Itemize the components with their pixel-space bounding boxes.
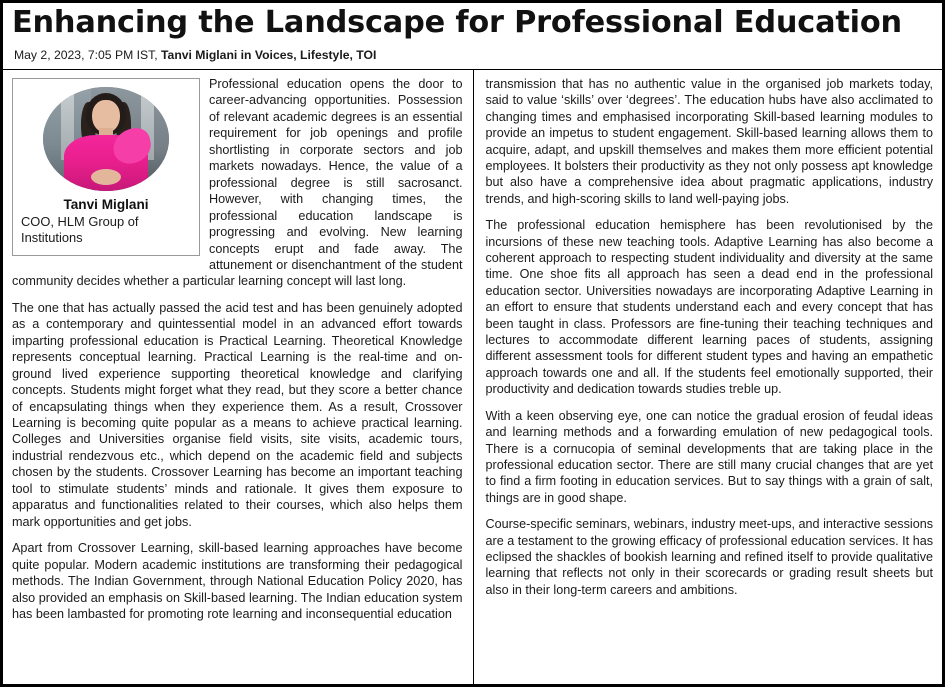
article-body [3, 70, 942, 685]
paragraph: transmission that has no authentic value in the organised job markets today, said to value ‘skills’ over ‘degrees’. The education hubs have also acclimated to changing times and emphasised incorporating Skill-based learning modules to provide an impetus to student engagement. Skill-based learning allows them to acquire, adapt, and upskill themselves and makes them more efficient potential employees. It bolsters their productivity as they not only possess apt knowledge but also have a comprehensive idea about pragmatic applications, industry trends, and high-scoring skills to land well-paying jobs. [485, 76, 933, 206]
byline-datetime: May 2, 2023, 7:05 PM IST, [14, 47, 161, 62]
paragraph: The one that has actually passed the acid test and has been genuinely adopted as a contemporary and quintessential model in an advanced effort towards imparting professional education is Practical Learning. Theoretical Knowledge represents conceptual learning. Practical Learning is the real-time and on-ground lived experience supporting theoretical knowledge and clarifying concepts. Students might forget what they read, but they score a better chance of encapsulating things when they experience them. As a result, Crossover Learning is becoming quite popular as a means to achieve practical learning. Colleges and Universities organise field visits, site visits, academic tours, industrial rendezvous etc., which depend on the academic field and subjects chosen by the students. Crossover Learning has become an important teaching tool to stimulate students’ minds and rationale. It gives them exposure to apparatus and functionalities related to their courses, which also helps them mark opportunities and get jobs. [12, 300, 463, 529]
paragraph: Apart from Crossover Learning, skill-based learning approaches have become quite popular. Modern academic institutions are transforming their pedagogical methods. The Indian Government, through National Education Policy 2020, has also provided an emphasis on Skill-based learning. The Indian education system has been lambasted for promoting rote learning and inconsequential education [12, 541, 463, 622]
page-title: Enhancing the Landscape for Professional Education [12, 5, 902, 40]
paragraph: The professional education hemisphere has been revolutionised by the incursions of these new teaching tools. Adaptive Learning has also become a coherent approach to respecting student individuality and diversity at the same time. One shoe fits all approach has seen a dead end in the professional education sector. Universities nowadays are incorporating Adaptive Learning in an effort to ensure that students understand each and every concept that has been taught in class. Professors are fine-tuning their teaching techniques and lectures to accommodate different learning paces of students, assigning different assessment tools for different student types and having an empathetic approach towards one and all. If the students feel emotionally supported, their productivity and dedication towards studies treble up. [485, 218, 933, 397]
paragraph: With a keen observing eye, one can notice the gradual erosion of feudal ideas and learning methods and a forwarding emulation of new pedagogical tools. There is a cornucopia of seminal developments that are taking place in the professional education sector. There are still many crucial changes that are yet to find a firm footing in education services. But to say things with a grain of salt, things are in good shape. [485, 408, 933, 505]
paragraph: Professional education opens the door to career-advancing opportunities. Possession of relevant academic degrees is an essential requirement for job openings and profile shortlisting in corporate sectors and job markets nowadays. Hence, the value of a professional degree is still sacrosanct. However, with changing times, the professional education landscape is progressing and evolving. New learning concepts erupt and fade away. The attunement or disenchantment of the student community decides whether a particular learning concept will last long. [12, 76, 463, 289]
masthead [3, 3, 942, 63]
column-left [3, 70, 473, 685]
paragraph: Course-specific seminars, webinars, industry meet-ups, and interactive sessions are a testament to the growing efficacy of professional education services. It has eclipsed the shackles of bookish learning and refined itself to provide qualitative learning that reflects not only in their scorecards or grading result sheets but also in their long-term careers and ambitions. [485, 517, 933, 597]
byline [14, 48, 933, 63]
author-role: COO, HLM Group of Institutions [21, 214, 139, 246]
hands [91, 169, 121, 185]
author-name: Tanvi Miglani [63, 196, 149, 212]
author-card [12, 78, 200, 256]
column-right [473, 70, 943, 685]
author-photo [43, 87, 169, 191]
byline-credit[interactable]: Tanvi Miglani in Voices, Lifestyle, TOI [161, 47, 377, 62]
